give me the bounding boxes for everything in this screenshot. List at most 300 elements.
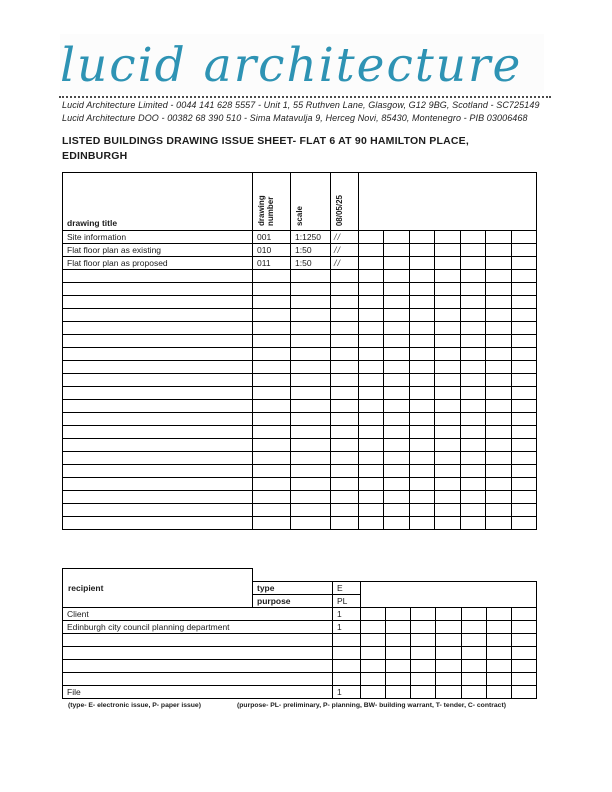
copy-count-cell bbox=[333, 634, 361, 647]
scale-cell bbox=[291, 283, 331, 296]
issue-empty-cell bbox=[436, 647, 461, 660]
recipient-row bbox=[63, 634, 537, 647]
issue-empty-cell bbox=[359, 439, 384, 452]
issue-empty-cell bbox=[409, 439, 434, 452]
drawing-number-cell bbox=[253, 426, 291, 439]
issue-empty-cell bbox=[409, 322, 434, 335]
drawing-row bbox=[63, 387, 537, 400]
issue-empty-cell bbox=[384, 452, 409, 465]
drawing-title-cell bbox=[63, 296, 253, 309]
scale-cell bbox=[291, 439, 331, 452]
issue-empty-cell bbox=[409, 283, 434, 296]
issue-empty-cell bbox=[411, 673, 436, 686]
issue-empty-cell bbox=[384, 257, 409, 270]
issue-mark-cell bbox=[331, 517, 359, 530]
issue-empty-cell bbox=[461, 660, 486, 673]
recipient-name-cell bbox=[63, 634, 333, 647]
document-title: LISTED BUILDINGS DRAWING ISSUE SHEET- FLAT 6 AT 90 HAMILTON PLACE, EDINBURGH bbox=[62, 135, 469, 163]
drawing-title-cell bbox=[63, 491, 253, 504]
issue-mark-cell: // bbox=[331, 257, 359, 270]
issue-empty-cell bbox=[511, 413, 536, 426]
issue-empty-cell bbox=[511, 322, 536, 335]
issue-empty-cell bbox=[486, 647, 511, 660]
issue-empty-cell bbox=[384, 478, 409, 491]
issue-mark-cell bbox=[331, 465, 359, 478]
recipient-row bbox=[63, 686, 537, 699]
issue-empty-cell bbox=[359, 335, 384, 348]
issue-empty-cell bbox=[486, 296, 511, 309]
issue-empty-cell bbox=[384, 283, 409, 296]
recipient-name-cell: Edinburgh city council planning department bbox=[63, 621, 333, 634]
issue-empty-cell bbox=[384, 270, 409, 283]
issue-empty-cell bbox=[384, 322, 409, 335]
issue-empty-cell bbox=[359, 504, 384, 517]
issue-empty-cell bbox=[435, 361, 460, 374]
issue-empty-cell bbox=[361, 686, 386, 699]
drawing-table-header-row bbox=[63, 173, 537, 231]
drawing-row bbox=[63, 452, 537, 465]
issue-empty-cell bbox=[486, 309, 511, 322]
drawing-number-cell bbox=[253, 348, 291, 361]
issue-empty-cell bbox=[486, 491, 511, 504]
drawing-row bbox=[63, 283, 537, 296]
issue-empty-cell bbox=[511, 647, 536, 660]
issue-empty-cell bbox=[409, 270, 434, 283]
scale-cell bbox=[291, 296, 331, 309]
issue-empty-cell bbox=[460, 387, 485, 400]
drawing-row bbox=[63, 296, 537, 309]
issue-empty-cell bbox=[359, 244, 384, 257]
copy-count-cell bbox=[333, 660, 361, 673]
drawing-number-cell bbox=[253, 517, 291, 530]
scale-cell bbox=[291, 491, 331, 504]
issue-empty-cell bbox=[461, 621, 486, 634]
issue-mark-cell bbox=[331, 491, 359, 504]
drawing-number-cell bbox=[253, 413, 291, 426]
issue-empty-cell bbox=[486, 673, 511, 686]
drawing-title-cell bbox=[63, 348, 253, 361]
scale-cell bbox=[291, 309, 331, 322]
scale-cell bbox=[291, 387, 331, 400]
issue-empty-cell bbox=[511, 361, 536, 374]
issue-empty-cell bbox=[486, 504, 511, 517]
issue-empty-cell bbox=[409, 478, 434, 491]
issue-empty-cell bbox=[486, 387, 511, 400]
issue-empty-cell bbox=[411, 634, 436, 647]
scale-cell bbox=[291, 374, 331, 387]
drawing-number-cell bbox=[253, 270, 291, 283]
issue-empty-cell bbox=[435, 452, 460, 465]
scale-cell bbox=[291, 426, 331, 439]
drawing-row bbox=[63, 374, 537, 387]
issue-empty-cell bbox=[384, 491, 409, 504]
issue-mark-cell bbox=[331, 504, 359, 517]
scale-cell: 1:50 bbox=[291, 257, 331, 270]
scale-cell bbox=[291, 517, 331, 530]
issue-mark-cell bbox=[331, 309, 359, 322]
issue-empty-cell bbox=[486, 322, 511, 335]
issue-empty-cell bbox=[486, 283, 511, 296]
issue-empty-cell bbox=[511, 634, 536, 647]
issue-empty-cell bbox=[511, 465, 536, 478]
drawing-row bbox=[63, 361, 537, 374]
issue-empty-cell bbox=[384, 231, 409, 244]
drawing-number-cell bbox=[253, 309, 291, 322]
drawing-title-cell bbox=[63, 361, 253, 374]
issue-empty-cell bbox=[386, 634, 411, 647]
issue-empty-cell bbox=[486, 452, 511, 465]
issue-empty-cell bbox=[486, 335, 511, 348]
issue-empty-cell bbox=[486, 374, 511, 387]
issue-empty-cell bbox=[486, 439, 511, 452]
issue-empty-cell bbox=[409, 400, 434, 413]
issue-mark-cell: // bbox=[331, 231, 359, 244]
drawing-number-cell bbox=[253, 296, 291, 309]
issue-empty-cell bbox=[460, 309, 485, 322]
issue-empty-cell bbox=[386, 660, 411, 673]
issue-empty-cell bbox=[384, 439, 409, 452]
issue-empty-cell bbox=[511, 439, 536, 452]
issue-mark-cell bbox=[331, 387, 359, 400]
issue-empty-cell bbox=[359, 296, 384, 309]
issue-empty-cell bbox=[460, 231, 485, 244]
issue-empty-cell bbox=[486, 413, 511, 426]
drawing-title-cell: Site information bbox=[63, 231, 253, 244]
issue-empty-cell bbox=[384, 387, 409, 400]
address-line-montenegro: Lucid Architecture DOO - 00382 68 390 510 - Sima Matavulja 9, Herceg Novi, 85430, Montenegro - PIB 03006468 bbox=[62, 113, 528, 123]
drawing-title-cell: Flat floor plan as existing bbox=[63, 244, 253, 257]
issue-empty-cell bbox=[486, 426, 511, 439]
drawing-row bbox=[63, 257, 537, 270]
drawing-number-cell bbox=[253, 452, 291, 465]
issue-empty-cell bbox=[460, 374, 485, 387]
issue-empty-cell bbox=[435, 309, 460, 322]
issue-empty-cell bbox=[384, 413, 409, 426]
issue-empty-cell bbox=[435, 400, 460, 413]
issue-empty-cell bbox=[411, 660, 436, 673]
copy-count-cell bbox=[333, 673, 361, 686]
drawing-row bbox=[63, 335, 537, 348]
issue-empty-cell bbox=[411, 647, 436, 660]
drawing-title-cell bbox=[63, 374, 253, 387]
drawing-number-cell bbox=[253, 439, 291, 452]
scale-cell bbox=[291, 452, 331, 465]
drawing-title-cell bbox=[63, 283, 253, 296]
issue-empty-cell bbox=[486, 400, 511, 413]
issue-empty-cell bbox=[384, 426, 409, 439]
header-dotted-divider bbox=[59, 96, 551, 98]
issue-empty-cell bbox=[511, 231, 536, 244]
issue-empty-cell bbox=[435, 504, 460, 517]
issue-empty-cell bbox=[409, 257, 434, 270]
drawing-issue-table bbox=[62, 172, 537, 530]
drawing-number-cell bbox=[253, 283, 291, 296]
issue-empty-cell bbox=[384, 400, 409, 413]
company-logo bbox=[60, 34, 544, 94]
issue-empty-cell bbox=[359, 413, 384, 426]
issue-empty-cell bbox=[436, 673, 461, 686]
issue-empty-cell bbox=[409, 465, 434, 478]
issue-empty-cell bbox=[411, 608, 436, 621]
issue-empty-cell bbox=[460, 361, 485, 374]
drawing-title-cell bbox=[63, 478, 253, 491]
recipient-row bbox=[63, 660, 537, 673]
issue-empty-cell bbox=[460, 244, 485, 257]
recipient-name-cell bbox=[63, 660, 333, 673]
issue-empty-cell bbox=[511, 270, 536, 283]
issue-mark-cell bbox=[331, 270, 359, 283]
issue-empty-cell bbox=[486, 361, 511, 374]
recipient-header-label: recipient bbox=[68, 583, 104, 593]
column-header-scale: scale bbox=[291, 173, 331, 231]
issue-empty-cell bbox=[386, 686, 411, 699]
issue-empty-cell bbox=[359, 400, 384, 413]
issue-empty-cell bbox=[486, 244, 511, 257]
issue-empty-cell bbox=[435, 283, 460, 296]
drawing-row bbox=[63, 426, 537, 439]
issue-empty-cell bbox=[384, 309, 409, 322]
recipient-row bbox=[63, 647, 537, 660]
issue-empty-cell bbox=[435, 426, 460, 439]
issue-empty-cell bbox=[384, 296, 409, 309]
issue-mark-cell bbox=[331, 400, 359, 413]
issue-empty-cell bbox=[359, 387, 384, 400]
scale-cell bbox=[291, 504, 331, 517]
issue-empty-cell bbox=[435, 244, 460, 257]
drawing-title-cell bbox=[63, 439, 253, 452]
copy-count-cell: 1 bbox=[333, 686, 361, 699]
drawing-row bbox=[63, 244, 537, 257]
purpose-legend-note: (purpose- PL- preliminary, P- planning, BW- building warrant, T- tender, C- contract) bbox=[237, 702, 506, 709]
issue-empty-cell bbox=[409, 309, 434, 322]
issue-empty-cell bbox=[511, 374, 536, 387]
issue-empty-cell bbox=[511, 673, 536, 686]
issue-empty-cell bbox=[435, 465, 460, 478]
issue-empty-cell bbox=[461, 673, 486, 686]
issue-empty-cell bbox=[361, 647, 386, 660]
address-line-uk: Lucid Architecture Limited - 0044 141 628 5557 - Unit 1, 55 Ruthven Lane, Glasgow, G12 9BG, Scotland - SC725149 bbox=[62, 100, 540, 110]
issue-empty-cell bbox=[460, 257, 485, 270]
drawing-row bbox=[63, 465, 537, 478]
scale-cell bbox=[291, 400, 331, 413]
recipient-name-cell bbox=[63, 673, 333, 686]
issue-empty-cell bbox=[435, 257, 460, 270]
issue-mark-cell bbox=[331, 361, 359, 374]
issue-empty-cell bbox=[359, 231, 384, 244]
issue-empty-cell bbox=[409, 348, 434, 361]
issue-empty-cell bbox=[486, 231, 511, 244]
issue-empty-cell bbox=[511, 283, 536, 296]
issue-empty-cell bbox=[435, 231, 460, 244]
column-header-drawing-number: drawing number bbox=[253, 173, 291, 231]
issue-empty-cell bbox=[511, 387, 536, 400]
issue-empty-cell bbox=[411, 621, 436, 634]
issue-empty-cell bbox=[511, 517, 536, 530]
issue-empty-cell bbox=[511, 400, 536, 413]
issue-empty-cell bbox=[486, 660, 511, 673]
issue-empty-cell bbox=[486, 517, 511, 530]
issue-empty-cell bbox=[359, 452, 384, 465]
issue-empty-cell bbox=[359, 283, 384, 296]
drawing-title-cell bbox=[63, 387, 253, 400]
issue-empty-cell bbox=[486, 257, 511, 270]
issue-empty-cell bbox=[359, 426, 384, 439]
issue-empty-cell bbox=[409, 491, 434, 504]
issue-empty-cell bbox=[460, 504, 485, 517]
issue-empty-cell bbox=[486, 465, 511, 478]
drawing-row bbox=[63, 439, 537, 452]
issue-mark-cell bbox=[331, 348, 359, 361]
issue-empty-cell bbox=[436, 660, 461, 673]
recipient-name-cell: Client bbox=[63, 608, 333, 621]
issue-empty-cell bbox=[435, 322, 460, 335]
drawing-number-cell bbox=[253, 465, 291, 478]
drawing-title-cell bbox=[63, 465, 253, 478]
drawing-number-cell bbox=[253, 400, 291, 413]
issue-empty-cell bbox=[460, 439, 485, 452]
company-logo-text: lucid architecture bbox=[60, 38, 523, 93]
issue-empty-cell bbox=[461, 634, 486, 647]
issue-empty-cell bbox=[511, 621, 536, 634]
drawing-title-cell bbox=[63, 517, 253, 530]
issue-empty-cell bbox=[511, 244, 536, 257]
issue-empty-cell bbox=[436, 608, 461, 621]
issue-empty-cell bbox=[436, 621, 461, 634]
issue-empty-cell bbox=[461, 647, 486, 660]
type-legend-note: (type- E- electronic issue, P- paper issue) bbox=[68, 702, 201, 709]
issue-empty-cell bbox=[435, 439, 460, 452]
drawing-row bbox=[63, 348, 537, 361]
issue-empty-cell bbox=[359, 322, 384, 335]
issue-empty-cell bbox=[436, 686, 461, 699]
issue-empty-cell bbox=[361, 634, 386, 647]
drawing-number-cell bbox=[253, 322, 291, 335]
issue-empty-cell bbox=[359, 309, 384, 322]
issue-empty-cell bbox=[511, 491, 536, 504]
drawing-number-cell bbox=[253, 335, 291, 348]
issue-empty-cell bbox=[435, 387, 460, 400]
drawing-title-cell bbox=[63, 322, 253, 335]
recipient-name-cell bbox=[63, 647, 333, 660]
issue-empty-cell bbox=[486, 348, 511, 361]
drawing-title-cell bbox=[63, 335, 253, 348]
issue-empty-cell bbox=[409, 413, 434, 426]
issue-empty-cell bbox=[359, 491, 384, 504]
issue-empty-cell bbox=[384, 244, 409, 257]
drawing-title-cell bbox=[63, 504, 253, 517]
issue-empty-cell bbox=[460, 465, 485, 478]
issue-empty-cell bbox=[460, 283, 485, 296]
issue-empty-cell bbox=[511, 608, 536, 621]
issue-empty-cell bbox=[359, 517, 384, 530]
drawing-number-cell bbox=[253, 491, 291, 504]
issue-empty-cell bbox=[409, 387, 434, 400]
recipient-row bbox=[63, 621, 537, 634]
issue-empty-cell bbox=[359, 374, 384, 387]
copy-count-cell bbox=[333, 647, 361, 660]
issue-empty-cell bbox=[511, 478, 536, 491]
issue-empty-cell bbox=[511, 660, 536, 673]
issue-empty-cell bbox=[361, 673, 386, 686]
issue-empty-cell bbox=[460, 348, 485, 361]
issue-empty-cell bbox=[460, 296, 485, 309]
column-header-drawing-title: drawing title bbox=[63, 173, 253, 231]
issue-empty-cell bbox=[461, 608, 486, 621]
type-label: type bbox=[253, 582, 333, 595]
drawing-number-cell: 010 bbox=[253, 244, 291, 257]
issue-mark-cell bbox=[331, 478, 359, 491]
issue-empty-cell bbox=[384, 335, 409, 348]
issue-empty-cell bbox=[435, 478, 460, 491]
drawing-title-cell bbox=[63, 413, 253, 426]
drawing-row bbox=[63, 491, 537, 504]
drawing-title-cell bbox=[63, 426, 253, 439]
issue-empty-cell bbox=[435, 270, 460, 283]
drawing-row bbox=[63, 322, 537, 335]
type-value: E bbox=[333, 582, 361, 595]
issue-empty-cell bbox=[436, 634, 461, 647]
drawing-title-cell bbox=[63, 270, 253, 283]
issue-empty-cell bbox=[386, 673, 411, 686]
issue-empty-cell bbox=[435, 491, 460, 504]
issue-empty-cell bbox=[386, 647, 411, 660]
issue-empty-cell bbox=[359, 257, 384, 270]
purpose-label: purpose bbox=[253, 595, 333, 608]
issue-mark-cell bbox=[331, 439, 359, 452]
issue-empty-cell bbox=[486, 608, 511, 621]
issue-empty-cell bbox=[409, 504, 434, 517]
scale-cell: 1:50 bbox=[291, 244, 331, 257]
issue-mark-cell bbox=[331, 413, 359, 426]
purpose-value: PL bbox=[333, 595, 361, 608]
issue-empty-cell bbox=[361, 660, 386, 673]
issue-empty-cell bbox=[435, 335, 460, 348]
drawing-number-cell bbox=[253, 478, 291, 491]
issue-empty-cell bbox=[486, 686, 511, 699]
scale-cell: 1:1250 bbox=[291, 231, 331, 244]
issue-empty-cell bbox=[435, 413, 460, 426]
scale-cell bbox=[291, 335, 331, 348]
drawing-number-cell bbox=[253, 387, 291, 400]
issue-empty-cell bbox=[486, 270, 511, 283]
issue-mark-cell bbox=[331, 322, 359, 335]
issue-empty-cell bbox=[409, 335, 434, 348]
drawing-number-cell: 001 bbox=[253, 231, 291, 244]
issue-empty-cell bbox=[486, 634, 511, 647]
drawing-number-cell bbox=[253, 374, 291, 387]
drawing-title-cell bbox=[63, 452, 253, 465]
issue-empty-cell bbox=[384, 348, 409, 361]
issue-empty-cell bbox=[460, 335, 485, 348]
drawing-title-cell bbox=[63, 400, 253, 413]
issue-mark-cell bbox=[331, 283, 359, 296]
issue-empty-cell bbox=[384, 465, 409, 478]
issue-empty-cell bbox=[460, 491, 485, 504]
issue-empty-cell bbox=[409, 244, 434, 257]
issue-mark-cell bbox=[331, 374, 359, 387]
issue-empty-cell bbox=[511, 309, 536, 322]
issue-empty-cell bbox=[384, 517, 409, 530]
issue-mark-cell bbox=[331, 335, 359, 348]
drawing-title-cell bbox=[63, 309, 253, 322]
issue-empty-cell bbox=[361, 608, 386, 621]
issue-empty-cell bbox=[435, 374, 460, 387]
issue-empty-cell bbox=[511, 426, 536, 439]
issue-empty-cell bbox=[511, 686, 536, 699]
issue-empty-cell bbox=[409, 296, 434, 309]
issue-empty-cell bbox=[460, 400, 485, 413]
issue-empty-cell bbox=[409, 426, 434, 439]
